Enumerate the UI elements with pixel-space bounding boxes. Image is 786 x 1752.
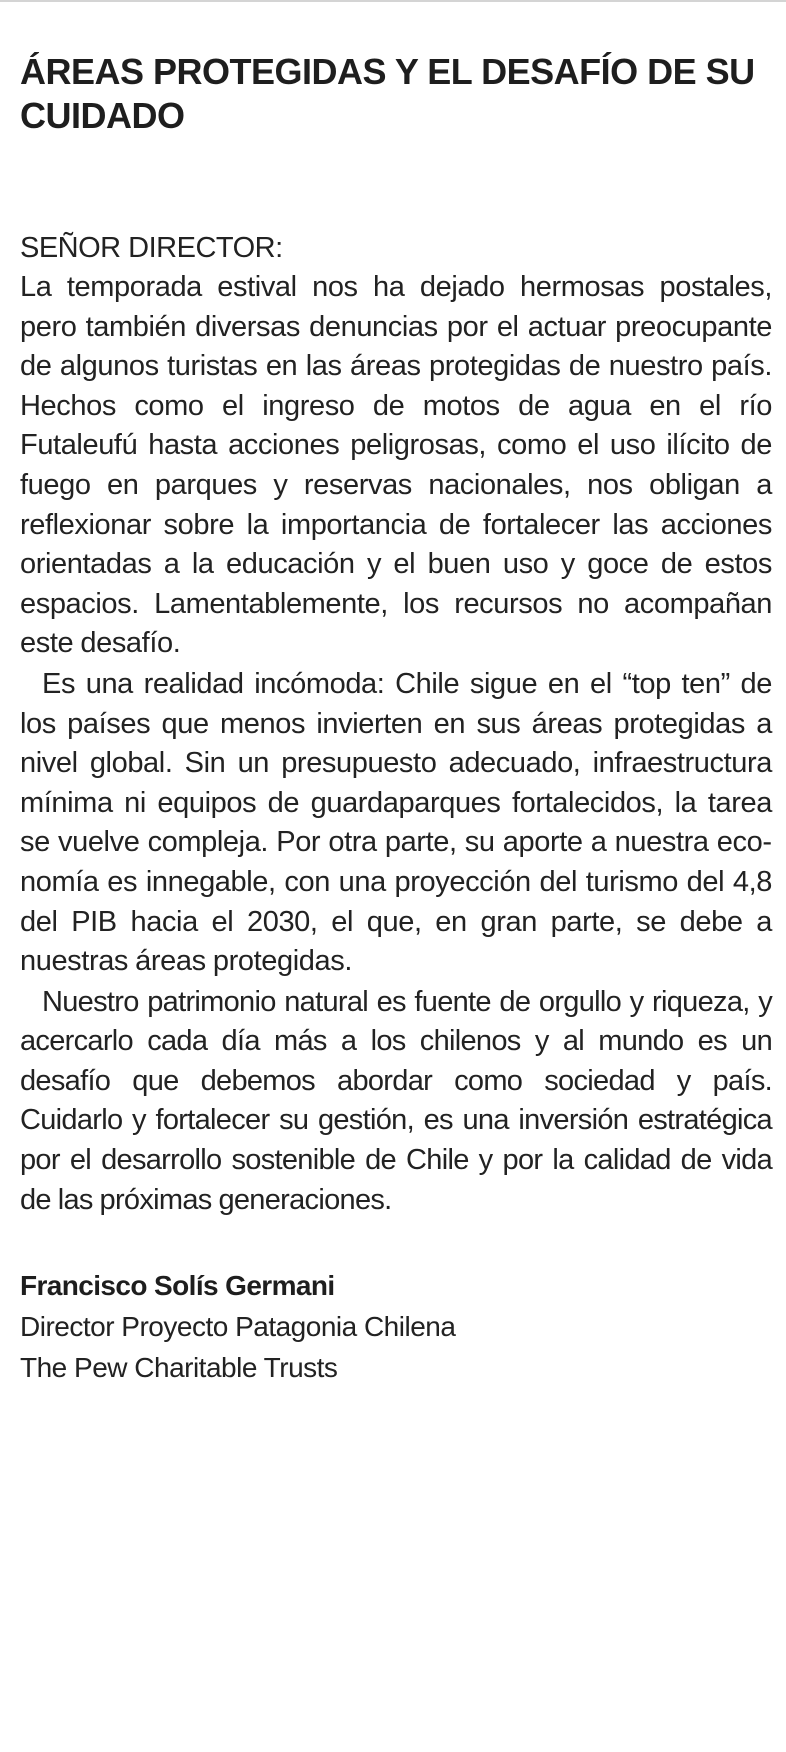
body-paragraph-3: Nuestro patrimonio natural es fuente de orgullo y riqueza, y acercarlo cada día más a los chilenos y al mundo es un desafío que debemos abordar como sociedad y país. Cuidarlo y fortalecer su gestión, es una inversión estratégica por el desarrollo sostenible de Chile y por la calidad de vida de las próximas generaciones. [20, 985, 772, 1216]
top-divider [0, 0, 786, 2]
signature-block [20, 1266, 772, 1388]
author-organization: The Pew Charitable Trusts [20, 1352, 338, 1384]
letter-headline: ÁREAS PROTEGIDAS Y EL DESAFÍO DE SU CUIDADO [20, 51, 755, 136]
letter-article [20, 50, 772, 1388]
body-paragraph-1: La temporada estival nos ha dejado hermosas postales, pero también diversas denuncias por el actuar preocupante de algunos turistas en las áreas protegidas de nuestro país. Hechos como el ingreso de motos de agua en el río Futaleufú hasta acciones peligrosas, como el uso ilícito de fuego en parques y reservas nacionales, nos obligan a reflexionar sobre la importancia de fortalecer las acciones orientadas a la educación y el buen uso y goce de estos espacios. Lamentablemente, los recursos no acompañan este desafío. [20, 271, 772, 660]
body-paragraph-2: Es una realidad incómoda: Chile sigue en el “top ten” de los países que menos invierten en sus áreas protegidas a nivel global. Sin un presupuesto adecuado, infraestructura mínima ni equipos de guardaparques fortalecidos, la tarea se vuelve compleja. Por otra parte, su aporte a nuestra economía es innegable, con una proyección del turismo del 4,8 del PIB hacia el 2030, el que, en gran parte, se debe a nuestras áreas protegidas. [20, 667, 772, 978]
author-title: Director Proyecto Patagonia Chilena [20, 1311, 456, 1343]
salutation: SEÑOR DIRECTOR: [20, 232, 283, 264]
author-name: Francisco Solís Germani [20, 1270, 335, 1302]
